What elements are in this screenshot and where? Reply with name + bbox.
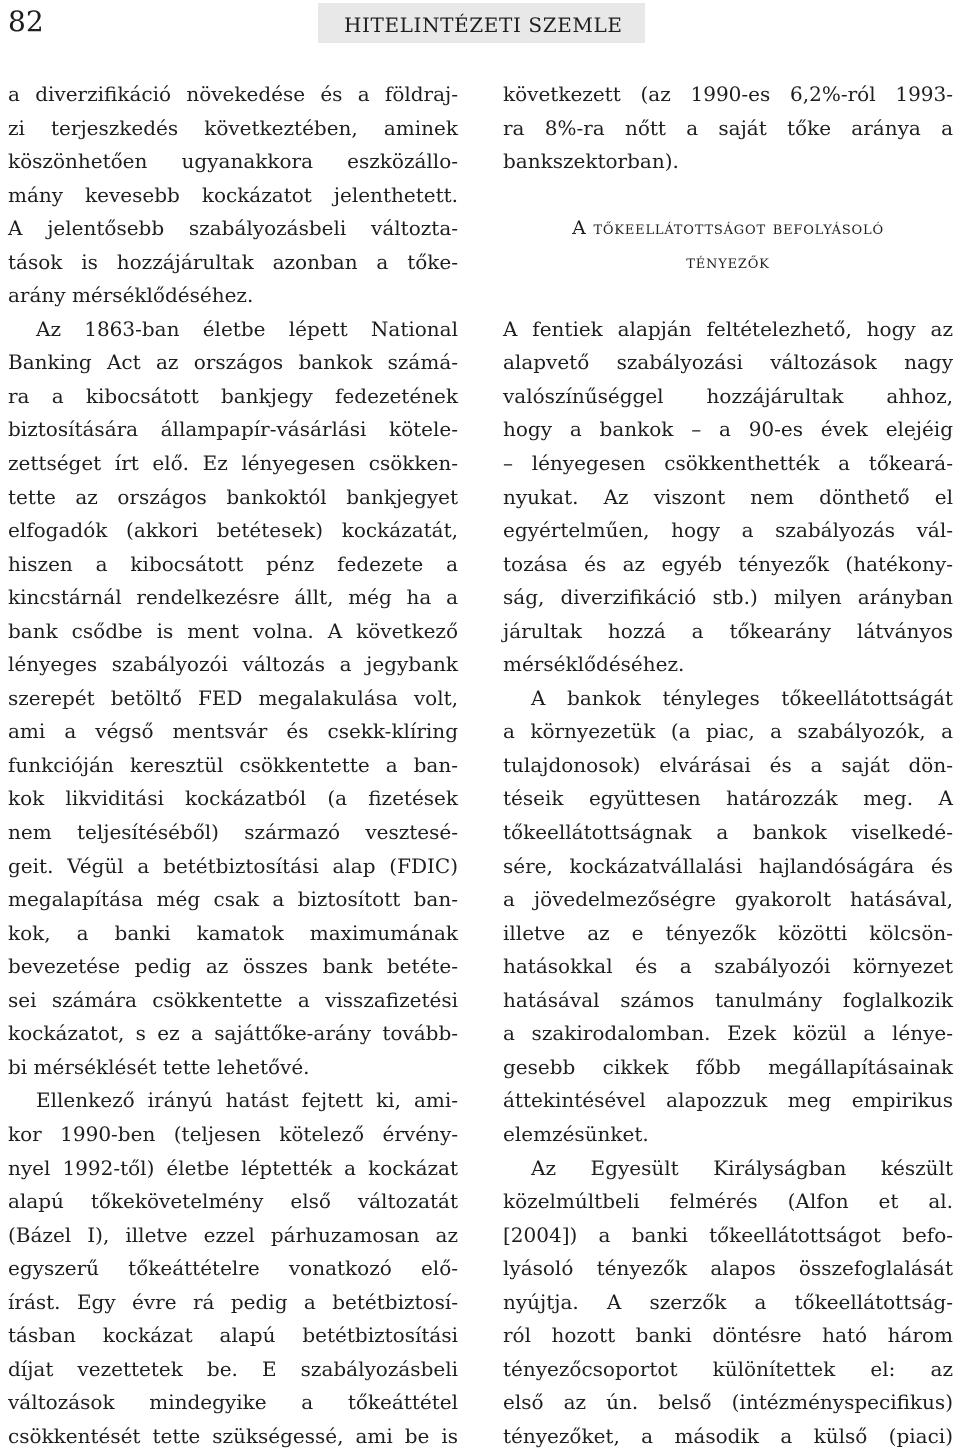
- text-line: bankszektorban).: [503, 149, 679, 174]
- text-line: A bankok tényleges tőkeellátottságát: [531, 685, 953, 710]
- text-line: a környezetük (a piac, a szabályozók, a: [503, 719, 953, 744]
- page-number: 82: [8, 5, 44, 38]
- text-line: mány kevesebb kockázatot jelenthetett.: [8, 182, 458, 207]
- text-line: tőkeellátottságnak a bankok viselkedé-: [503, 820, 953, 845]
- text-line: tényezőcsoportot különítettek el: az: [503, 1356, 953, 1381]
- text-line: következett (az 1990-es 6,2%-ról 1993-: [503, 82, 953, 106]
- text-line: díjat vezettetek be. E szabályozásbeli: [8, 1356, 458, 1381]
- text-line: nem teljesítéséből) származó vesztesé-: [8, 820, 458, 845]
- text-line: sére, kockázatvállalási hajlandóságára és: [503, 853, 953, 878]
- text-line: ami a végső mentsvár és csekk-klíring: [8, 719, 458, 744]
- text-line: a diverzifikáció növekedése és a földraj-: [8, 82, 458, 106]
- text-line: bank csődbe is ment volna. A következő: [8, 618, 458, 643]
- text-line: egyértelműen, hogy a szabályozás vál-: [503, 518, 953, 543]
- text-line: kok, a banki kamatok maximumának: [8, 920, 458, 945]
- text-line: köszönhetően ugyanakkora eszközállo-: [8, 149, 458, 174]
- section-heading-line: A tőkeellátottságot befolyásoló: [572, 217, 884, 240]
- text-line: szerepét betöltő FED megalakulása volt,: [8, 685, 458, 710]
- text-line: tényezőket, a második a külső (piaci): [503, 1423, 953, 1448]
- text-line: írást. Egy évre rá pedig a betétbiztosí-: [8, 1289, 458, 1314]
- text-line: valószínűséggel hozzájárultak ahhoz,: [503, 383, 953, 408]
- text-line: zi terjeszkedés következtében, aminek: [8, 115, 458, 140]
- text-line: lyásoló tényezők alapos összefoglalását: [503, 1256, 953, 1281]
- text-line: geit. Végül a betétbiztosítási alap (FDIC): [8, 853, 458, 878]
- text-line: első az ún. belső (intézményspecifikus): [503, 1390, 953, 1415]
- text-line: alapvető szabályozási változások nagy: [503, 350, 953, 375]
- text-line: funkcióján keresztül csökkentette a ban-: [8, 752, 458, 777]
- text-line: biztosítására állampapír-vásárlási kötele-: [8, 417, 458, 442]
- text-line: téseik együttesen határozzák meg. A: [503, 786, 953, 811]
- text-line: nyel 1992-től) életbe léptették a kockázat: [8, 1155, 458, 1180]
- text-line: bi mérséklését tette lehetővé.: [8, 1054, 310, 1079]
- text-line: csökkentését tette szükségessé, ami be is: [8, 1423, 458, 1448]
- text-line: [2004]) a banki tőkeellátottságot befo-: [503, 1222, 953, 1247]
- text-line: áttekintésével alapozzuk meg empirikus: [503, 1088, 953, 1113]
- text-line: a szakirodalomban. Ezek közül a lénye-: [503, 1021, 953, 1046]
- text-line: tulajdonosok) elvárásai és a saját dön-: [503, 752, 953, 777]
- journal-title: HITELINTÉZETI SZEMLE: [344, 13, 623, 37]
- text-line: tette az országos bankoktól bankjegyet: [8, 484, 458, 509]
- text-line: A jelentősebb szabályozásbeli változta-: [8, 216, 458, 241]
- text-line: kok likviditási kockázatból (a fizetések: [8, 786, 458, 811]
- section-heading-line: tényezők: [686, 250, 770, 273]
- text-line: sei számára csökkentette a visszafizetési: [8, 987, 458, 1012]
- text-line: a jövedelmezőségre gyakorolt hatásával,: [503, 887, 953, 912]
- text-line: mérséklődéséhez.: [503, 652, 685, 677]
- text-line: elemzésünket.: [503, 1121, 649, 1146]
- text-line: gesebb cikkek főbb megállapításainak: [503, 1054, 953, 1079]
- text-line: [503, 279, 953, 313]
- text-line: ról hozott banki döntésre ható három: [503, 1323, 953, 1348]
- text-line: közelmúltbeli felmérés (Alfon et al.: [503, 1189, 953, 1214]
- text-line: hatásokkal és a szabályozói környezet: [503, 954, 953, 979]
- text-line: alapú tőkekövetelmény első változatát: [8, 1189, 458, 1214]
- left-text-column: [8, 78, 458, 1453]
- text-line: tozása és az egyéb tényezők (hatékony-: [503, 551, 953, 576]
- text-line: Ellenkező irányú hatást fejtett ki, ami-: [36, 1088, 458, 1113]
- text-line: Az Egyesült Királyságban készült: [531, 1155, 953, 1180]
- text-line: tások is hozzájárultak azonban a tőke-: [8, 249, 458, 274]
- text-line: – lényegesen csökkenthették a tőkeará-: [503, 451, 953, 476]
- text-line: kincstárnál rendelkezésre állt, még ha a: [8, 585, 458, 610]
- text-line: bevezetése pedig az összes bank betéte-: [8, 954, 458, 979]
- text-line: hatásával számos tanulmány foglalkozik: [503, 987, 953, 1012]
- text-line: hiszen a kibocsátott pénz fedezete a: [8, 551, 458, 576]
- text-line: járultak hozzá a tőkearány látványos: [503, 618, 953, 643]
- text-line: zettséget írt elő. Ez lényegesen csökken-: [8, 451, 458, 476]
- text-line: Banking Act az országos bankok számá-: [8, 350, 458, 375]
- text-line: ra a kibocsátott bankjegy fedezetének: [8, 383, 458, 408]
- text-line: ra 8%-ra nőtt a saját tőke aránya a: [503, 115, 953, 140]
- text-line: arány mérséklődéséhez.: [8, 283, 254, 308]
- text-line: A fentiek alapján feltételezhető, hogy az: [503, 316, 953, 341]
- text-line: megalapítása még csak a biztosított ban-: [8, 887, 458, 912]
- text-line: változások mindegyike a tőkeáttétel: [8, 1390, 458, 1415]
- text-line: hogy a bankok – a 90-es évek elejéig: [503, 417, 953, 442]
- text-line: lényeges szabályozói változás a jegybank: [8, 652, 458, 677]
- text-line: tásban kockázat alapú betétbiztosítási: [8, 1323, 458, 1348]
- text-line: nyukat. Az viszont nem dönthető el: [503, 484, 953, 509]
- text-line: Az 1863-ban életbe lépett National: [36, 316, 458, 341]
- text-line: ság, diverzifikáció stb.) milyen arányban: [503, 585, 953, 610]
- text-line: kockázatot, s ez a sajáttőke-arány tovább-: [8, 1021, 458, 1046]
- right-text-column: [503, 78, 953, 1453]
- text-line: kor 1990-ben (teljesen kötelező érvény-: [8, 1121, 458, 1146]
- text-line: elfogadók (akkori betétesek) kockázatát,: [8, 518, 458, 543]
- text-line: illetve az e tényezők közötti kölcsön-: [503, 920, 953, 945]
- text-line: egyszerű tőkeáttételre vonatkozó elő-: [8, 1256, 458, 1281]
- text-line: [503, 179, 953, 213]
- text-line: (Bázel I), illetve ezzel párhuzamosan az: [8, 1222, 458, 1247]
- text-line: nyújtja. A szerzők a tőkeellátottság-: [503, 1289, 953, 1314]
